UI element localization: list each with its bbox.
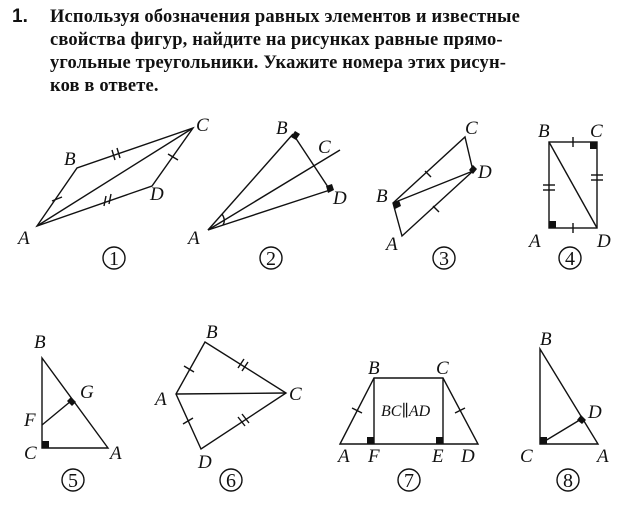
figure-3-number: 3 [439, 248, 449, 270]
figure-8-label-d: D [588, 402, 602, 423]
figure-3-tick-ad [433, 206, 439, 212]
figure-5-label-g: G [80, 382, 94, 403]
figure-8-number: 8 [563, 470, 573, 492]
figure-6-label-a: A [155, 389, 167, 410]
figure-8-label-a: A [597, 446, 609, 467]
figure-4 [527, 121, 611, 270]
figure-3-diagonal-bd [393, 171, 473, 203]
figure-6-number: 6 [226, 470, 236, 492]
figure-2-number: 2 [266, 248, 276, 270]
figure-3-label-d: D [478, 162, 492, 183]
figure-8-triangle [540, 349, 598, 444]
figure-7-label-c: C [436, 358, 449, 379]
figure-7-right-angle-e [436, 437, 443, 444]
task-text-line-2: свойства фигур, найдите на рисунках равные прямо- [50, 30, 503, 50]
figure-7-label-d: D [461, 446, 475, 467]
task-text-line-3: угольные треугольники. Укажите номера этих рисун- [50, 53, 507, 73]
figure-3-label-a: A [386, 234, 398, 255]
figure-2-label-b: B [276, 118, 288, 139]
task-number: 1. [12, 6, 28, 27]
figure-7-number: 7 [404, 470, 414, 492]
figure-7-label-e: E [432, 446, 444, 467]
figure-6-label-d: D [198, 452, 212, 473]
figure-4-right-angle-a [549, 221, 556, 228]
figure-6-diagonal-ac [176, 393, 286, 394]
figure-7-label-f: F [368, 446, 380, 467]
figure-1-label-b: B [64, 149, 76, 170]
task-text-line-4: ков в ответе. [50, 76, 159, 96]
figure-5-label-f: F [24, 410, 36, 431]
figure-1-label-c: C [196, 115, 209, 136]
figure-2-ray-ac [208, 150, 340, 230]
figure-1-label-d: D [150, 184, 164, 205]
figure-2 [186, 118, 347, 270]
figure-5-label-b: B [34, 332, 46, 353]
figure-3-label-c: C [465, 118, 478, 139]
figure-2-label-d: D [333, 188, 347, 209]
figure-8 [520, 329, 609, 492]
figure-4-label-b: B [538, 121, 550, 142]
figure-6 [153, 322, 302, 492]
figure-3-label-b: B [376, 186, 388, 207]
figure-8-label-b: B [540, 329, 552, 350]
figure-6-double-tick-bc [238, 359, 248, 371]
figure-6-label-b: B [206, 322, 218, 343]
figure-2-label-a: A [188, 228, 200, 249]
figure-2-angle-arc [222, 214, 224, 225]
figure-1-diagonal-ac [37, 128, 193, 226]
figure-6-label-c: C [289, 384, 302, 405]
figure-2-right-angle-b [291, 131, 300, 140]
figure-1-double-tick-ad [104, 194, 111, 206]
figure-5-right-angle-c [42, 441, 49, 448]
figure-1-label-a: A [18, 228, 30, 249]
figure-3-tick-bc [425, 171, 431, 177]
figure-4-diagonal-bd [549, 142, 597, 228]
figure-7 [336, 358, 478, 492]
figure-1 [16, 115, 209, 270]
figure-4-label-d: D [597, 231, 611, 252]
figure-5-right-angle-g [67, 397, 76, 406]
figure-4-label-c: C [590, 121, 603, 142]
figure-7-right-angle-f [367, 437, 374, 444]
figure-8-label-c: C [520, 446, 533, 467]
figure-2-label-c: C [318, 137, 331, 158]
figure-1-number: 1 [109, 248, 119, 270]
figure-8-right-angle-c [540, 437, 547, 444]
figure-5-number: 5 [68, 470, 78, 492]
figure-5 [23, 332, 122, 492]
figure-4-number: 4 [565, 248, 575, 270]
task-text-line-1: Используя обозначения равных элементов и известные [50, 7, 520, 27]
figure-1-tick-cd [168, 154, 178, 160]
figure-4-right-angle-c [590, 142, 597, 149]
figure-5-segment-fg [42, 401, 71, 425]
figure-6-kite [176, 342, 286, 449]
figure-7-label-a: A [338, 446, 350, 467]
figure-7-parallel-note: BC∥AD [381, 403, 431, 420]
figure-4-label-a: A [529, 231, 541, 252]
figure-7-label-b: B [368, 358, 380, 379]
figure-3 [376, 118, 492, 270]
figure-5-label-c: C [24, 443, 37, 464]
figure-5-label-a: A [110, 443, 122, 464]
